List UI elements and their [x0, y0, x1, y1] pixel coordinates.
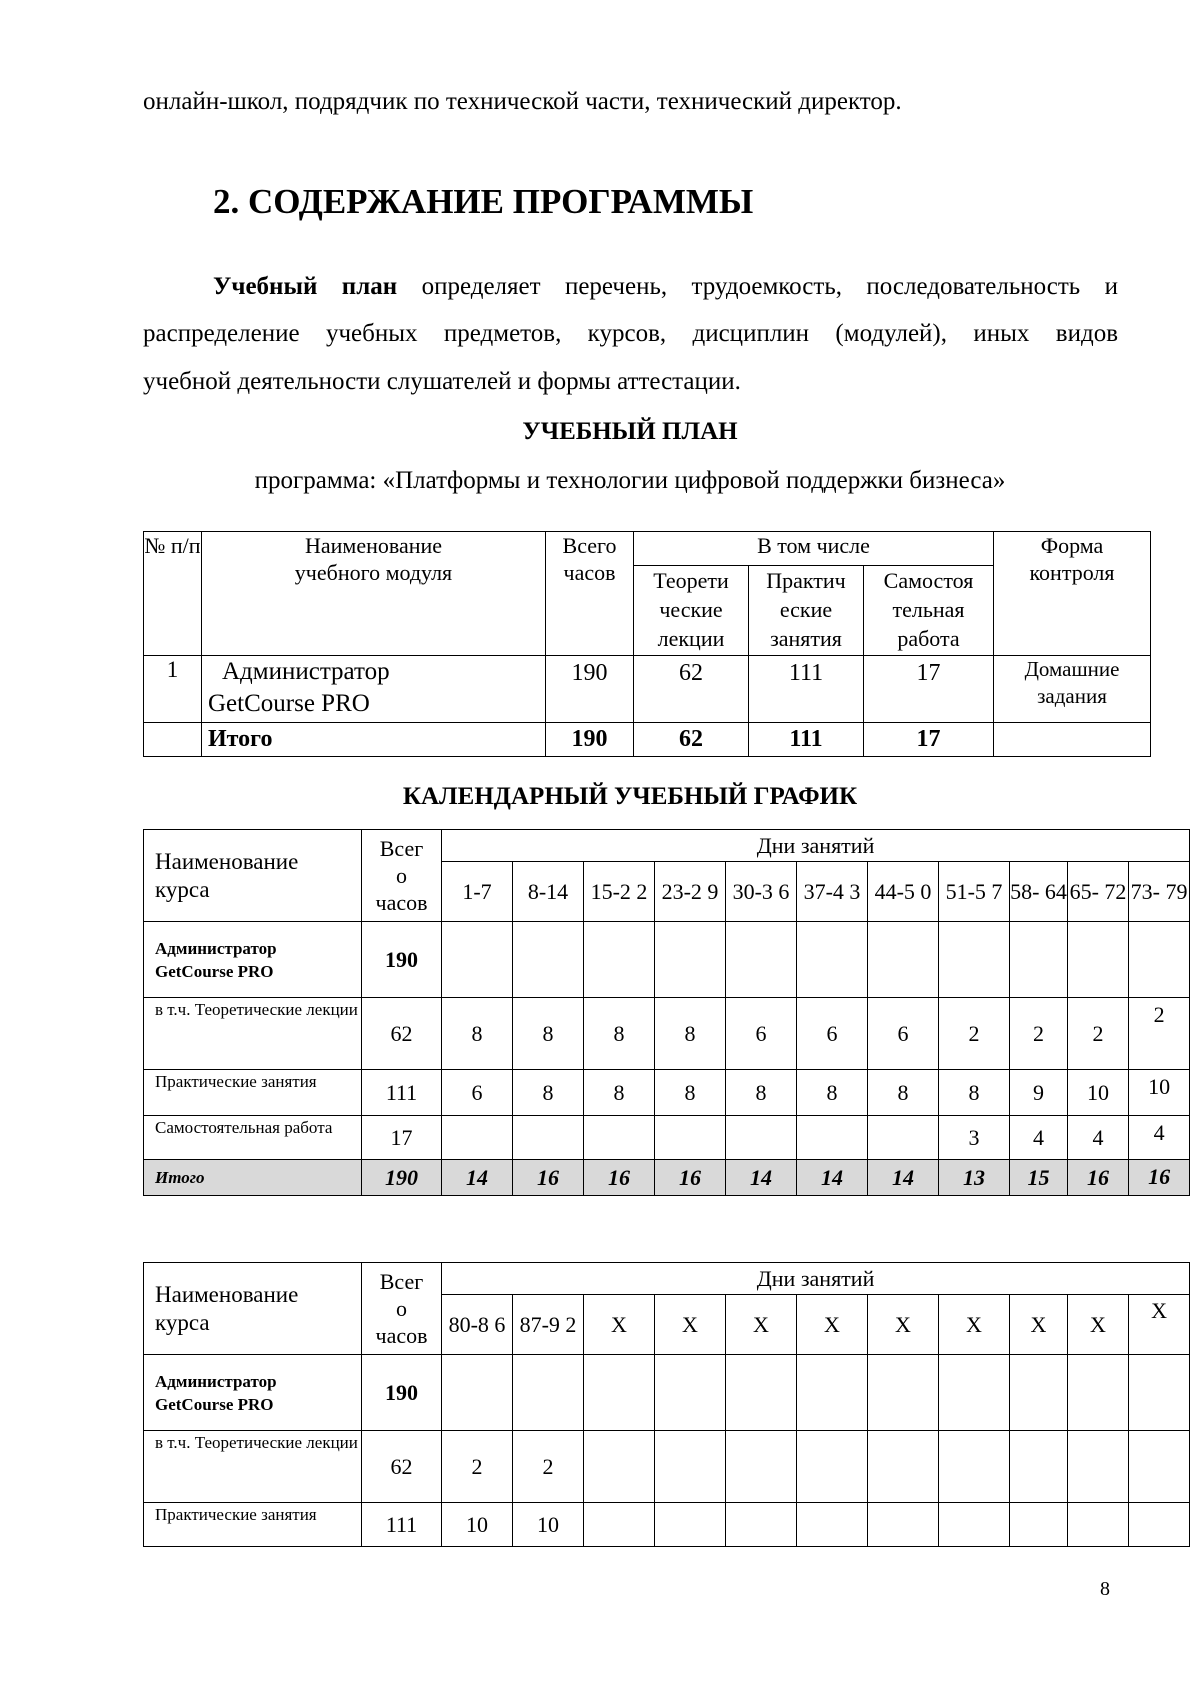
- empty-cell: [797, 1355, 868, 1431]
- empty-cell: [513, 922, 584, 998]
- day-value: [655, 1431, 726, 1503]
- header-module-name: Наименование учебного модуля: [202, 532, 546, 656]
- period-header: 65- 72: [1068, 862, 1129, 922]
- period-header: 23-2 9: [655, 862, 726, 922]
- empty-cell: [1068, 1355, 1129, 1431]
- total-value: 14: [726, 1160, 797, 1196]
- intro-line-1-text: определяет перечень, трудоемкость, последовательность и: [421, 273, 1119, 300]
- row-module-name: [202, 656, 546, 723]
- course-name: Администратор GetCourse PRO: [144, 1355, 362, 1431]
- day-value: [868, 1431, 939, 1503]
- period-header: X: [1129, 1295, 1190, 1355]
- day-value: [726, 1503, 797, 1547]
- row-hours: 62: [362, 1431, 442, 1503]
- total-value: 16: [655, 1160, 726, 1196]
- day-value: [1129, 1503, 1190, 1547]
- header-practice: Практич еские занятия: [749, 566, 864, 656]
- day-value: 4: [1010, 1116, 1068, 1160]
- period-header: X: [1010, 1295, 1068, 1355]
- course-hours: 190: [362, 1355, 442, 1431]
- course-header: Наименование курса: [144, 1263, 362, 1355]
- day-value: [584, 1116, 655, 1160]
- row-label: Практические занятия: [144, 1070, 362, 1116]
- day-value: 8: [939, 1070, 1010, 1116]
- day-value: [726, 1116, 797, 1160]
- day-value: [655, 1116, 726, 1160]
- days-header: Дни занятий: [442, 1263, 1190, 1295]
- day-value: 6: [797, 998, 868, 1070]
- period-header: 80-8 6: [442, 1295, 513, 1355]
- day-value: 6: [442, 1070, 513, 1116]
- period-header: X: [655, 1295, 726, 1355]
- section-heading: 2. СОДЕРЖАНИЕ ПРОГРАММЫ: [213, 182, 754, 221]
- total-hours: 190: [362, 1160, 442, 1196]
- day-value: 2: [1129, 998, 1190, 1070]
- period-header: 58- 64: [1010, 862, 1068, 922]
- table-row: [144, 1070, 1190, 1116]
- empty-cell: [584, 922, 655, 998]
- course-header: Наименование курса: [144, 830, 362, 922]
- empty-cell: [655, 1355, 726, 1431]
- day-value: 8: [584, 1070, 655, 1116]
- day-value: 8: [513, 1070, 584, 1116]
- row-hours: 111: [362, 1070, 442, 1116]
- day-value: 2: [939, 998, 1010, 1070]
- period-header: X: [939, 1295, 1010, 1355]
- day-value: 3: [939, 1116, 1010, 1160]
- day-value: 6: [868, 998, 939, 1070]
- hours-header: Всег о часов: [362, 830, 442, 922]
- period-header: 15-2 2: [584, 862, 655, 922]
- row-label: Самостоятельная работа: [144, 1116, 362, 1160]
- day-value: [584, 1431, 655, 1503]
- period-header: X: [726, 1295, 797, 1355]
- intro-line-1: [143, 273, 1118, 301]
- plan-subtitle: программа: «Платформы и технологии цифровой поддержки бизнеса»: [254, 467, 1006, 494]
- total-value: 16: [513, 1160, 584, 1196]
- day-value: [939, 1503, 1010, 1547]
- period-header: X: [868, 1295, 939, 1355]
- header-num: № п/п: [144, 532, 202, 656]
- empty-cell: [868, 922, 939, 998]
- day-value: [939, 1431, 1010, 1503]
- day-value: 9: [1010, 1070, 1068, 1116]
- row-control-form: Домашние задания: [994, 656, 1151, 723]
- day-value: 8: [442, 998, 513, 1070]
- row-hours: 17: [362, 1116, 442, 1160]
- total-value: 16: [1129, 1160, 1190, 1196]
- total-label: Итого: [144, 1160, 362, 1196]
- page-number: 8: [1100, 1578, 1110, 1600]
- total-value: 14: [442, 1160, 513, 1196]
- day-value: 4: [1068, 1116, 1129, 1160]
- total-value: 16: [1068, 1160, 1129, 1196]
- day-value: [1010, 1503, 1068, 1547]
- empty-cell: [939, 1355, 1010, 1431]
- period-header: 37-4 3: [797, 862, 868, 922]
- day-value: 10: [1068, 1070, 1129, 1116]
- day-value: 8: [655, 1070, 726, 1116]
- day-value: 10: [1129, 1070, 1190, 1116]
- table-total-row: [144, 723, 1151, 757]
- continuation-text: онлайн-школ, подрядчик по технической части, технический директор.: [143, 88, 902, 115]
- intro-line-2: распределение учебных предметов, курсов, дисциплин (модулей), иных видов: [143, 320, 1118, 347]
- day-value: [1068, 1503, 1129, 1547]
- row-label: в т.ч. Теоретические лекции: [144, 1431, 362, 1503]
- day-value: 10: [513, 1503, 584, 1547]
- day-value: [868, 1116, 939, 1160]
- day-value: [1010, 1431, 1068, 1503]
- empty-cell: [1010, 1355, 1068, 1431]
- total-practice: 111: [749, 723, 864, 757]
- empty-cell: [1068, 922, 1129, 998]
- total-value: 15: [1010, 1160, 1068, 1196]
- calendar-table-1: [143, 829, 1190, 1196]
- period-header: 44-5 0: [868, 862, 939, 922]
- day-value: 4: [1129, 1116, 1190, 1160]
- period-header: 8-14: [513, 862, 584, 922]
- header-total-hours: Всего часов: [546, 532, 634, 656]
- empty-cell: [513, 1355, 584, 1431]
- day-value: [797, 1503, 868, 1547]
- day-value: [797, 1431, 868, 1503]
- empty-cell: [868, 1355, 939, 1431]
- table-row: [144, 998, 1190, 1070]
- day-value: 2: [513, 1431, 584, 1503]
- total-value: 14: [797, 1160, 868, 1196]
- total-theory: 62: [634, 723, 749, 757]
- course-hours: 190: [362, 922, 442, 998]
- empty-cell: [442, 922, 513, 998]
- table-row: [144, 1116, 1190, 1160]
- total-value: 13: [939, 1160, 1010, 1196]
- day-value: 8: [726, 1070, 797, 1116]
- period-header: 51-5 7: [939, 862, 1010, 922]
- row-theory: 62: [634, 656, 749, 723]
- empty-cell: [1129, 922, 1190, 998]
- total-hours: 190: [546, 723, 634, 757]
- empty-cell: [726, 922, 797, 998]
- empty-cell: [1129, 1355, 1190, 1431]
- intro-line-3: учебной деятельности слушателей и формы аттестации.: [143, 368, 741, 395]
- day-value: [513, 1116, 584, 1160]
- row-self-study: 17: [864, 656, 994, 723]
- empty-cell: [726, 1355, 797, 1431]
- row-practice: 111: [749, 656, 864, 723]
- day-value: 2: [442, 1431, 513, 1503]
- table-row: [144, 1503, 1190, 1547]
- period-header: 87-9 2: [513, 1295, 584, 1355]
- row-hours: 62: [362, 998, 442, 1070]
- empty-cell: [797, 922, 868, 998]
- day-value: 8: [584, 998, 655, 1070]
- study-plan-table: [143, 531, 1151, 757]
- empty-cell: [939, 922, 1010, 998]
- row-num: 1: [144, 656, 202, 723]
- header-control-form: Форма контроля: [994, 532, 1151, 656]
- total-label: Итого: [202, 723, 546, 757]
- day-value: 2: [1010, 998, 1068, 1070]
- period-header: 30-3 6: [726, 862, 797, 922]
- period-header: X: [584, 1295, 655, 1355]
- day-value: 6: [726, 998, 797, 1070]
- table-row: [144, 1431, 1190, 1503]
- day-value: [584, 1503, 655, 1547]
- row-module-name-text: Администратор GetCourse PRO: [208, 658, 390, 717]
- empty-cell: [584, 1355, 655, 1431]
- day-value: [797, 1116, 868, 1160]
- day-value: [868, 1503, 939, 1547]
- course-name: Администратор GetCourse PRO: [144, 922, 362, 998]
- period-header: 73- 79: [1129, 862, 1190, 922]
- header-including: В том числе: [634, 532, 994, 566]
- day-value: 8: [797, 1070, 868, 1116]
- period-header: 1-7: [442, 862, 513, 922]
- day-value: 8: [868, 1070, 939, 1116]
- day-value: [655, 1503, 726, 1547]
- hours-header: Всег о часов: [362, 1263, 442, 1355]
- row-label: Практические занятия: [144, 1503, 362, 1547]
- plan-title: УЧЕБНЫЙ ПЛАН: [522, 418, 738, 445]
- total-self-study: 17: [864, 723, 994, 757]
- empty-cell: [994, 723, 1151, 757]
- empty-cell: [442, 1355, 513, 1431]
- calendar-table-2: [143, 1262, 1190, 1547]
- empty-cell: [655, 922, 726, 998]
- day-value: 10: [442, 1503, 513, 1547]
- empty-cell: [1010, 922, 1068, 998]
- day-value: 2: [1068, 998, 1129, 1070]
- intro-bold-term: Учебный план: [213, 273, 398, 300]
- header-self-study: Самостоя тельная работа: [864, 566, 994, 656]
- day-value: [442, 1116, 513, 1160]
- period-header: X: [797, 1295, 868, 1355]
- day-value: 8: [655, 998, 726, 1070]
- day-value: 8: [513, 998, 584, 1070]
- day-value: [1129, 1431, 1190, 1503]
- row-label: в т.ч. Теоретические лекции: [144, 998, 362, 1070]
- row-hours: 111: [362, 1503, 442, 1547]
- empty-cell: [144, 723, 202, 757]
- row-total: 190: [546, 656, 634, 723]
- period-header: X: [1068, 1295, 1129, 1355]
- day-value: [726, 1431, 797, 1503]
- total-value: 14: [868, 1160, 939, 1196]
- header-theory: Теорети ческие лекции: [634, 566, 749, 656]
- calendar-title: КАЛЕНДАРНЫЙ УЧЕБНЫЙ ГРАФИК: [402, 783, 858, 810]
- days-header: Дни занятий: [442, 830, 1190, 862]
- table-row: [144, 656, 1151, 723]
- total-value: 16: [584, 1160, 655, 1196]
- day-value: [1068, 1431, 1129, 1503]
